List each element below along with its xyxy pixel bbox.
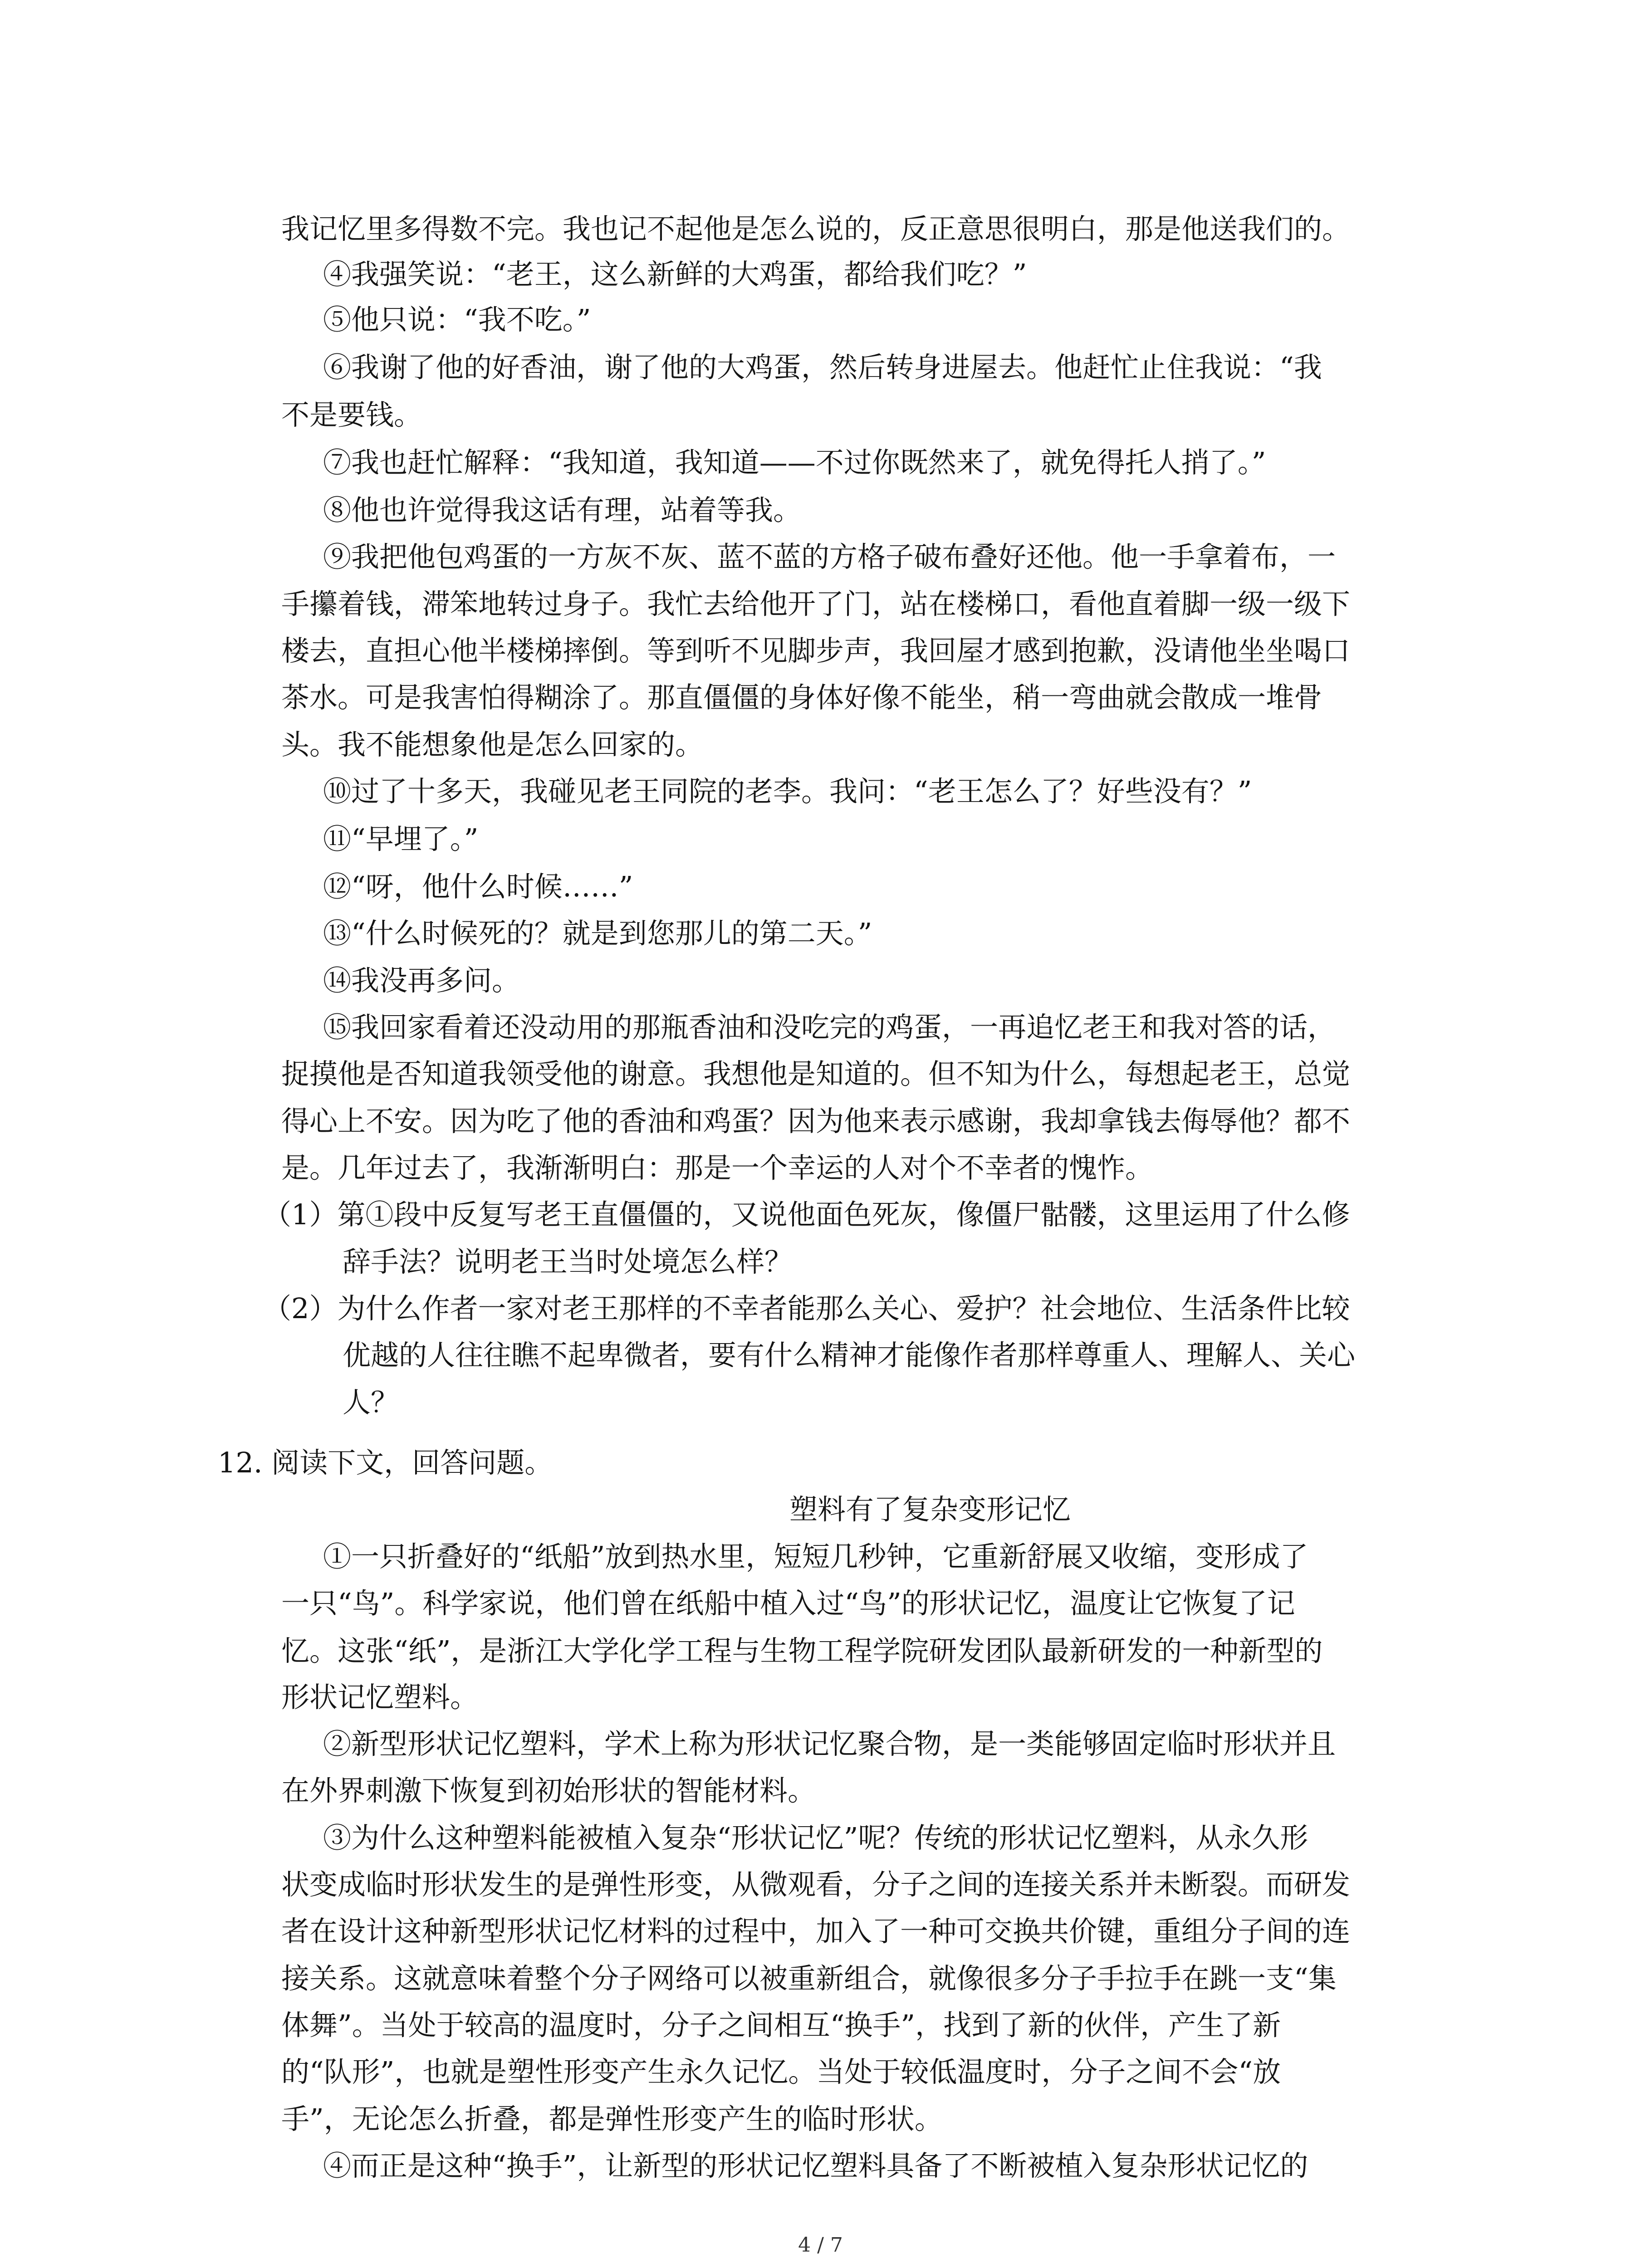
text-line: ⑨我把他包鸡蛋的一方灰不灰、蓝不蓝的方格子破布叠好还他。他一手拿着布，一 (323, 540, 1336, 573)
text-line: ⑭我没再多问。 (323, 964, 520, 997)
text-line: 得心上不安。因为吃了他的香油和鸡蛋？因为他来表示感谢，我却拿钱去侮辱他？都不 (281, 1105, 1351, 1138)
text-line: ④而正是这种“换手”，让新型的形状记忆塑料具备了不断被植入复杂形状记忆的 (323, 2149, 1308, 2182)
text-line: 手”，无论怎么折叠，都是弹性形变产生的临时形状。 (281, 2102, 943, 2136)
text-line: ③为什么这种塑料能被植入复杂“形状记忆”呢？传统的形状记忆塑料，从永久形 (323, 1821, 1308, 1854)
text-line: 一只“鸟”。科学家说，他们曾在纸船中植入过“鸟”的形状记忆，温度让它恢复了记 (281, 1587, 1295, 1620)
text-line: 状变成临时形状发生的是弹性形变，从微观看，分子之间的连接关系并未断裂。而研发 (281, 1868, 1351, 1901)
text-line: ④我强笑说：“老王，这么新鲜的大鸡蛋，都给我们吃？” (323, 258, 1027, 291)
question-heading: 12. 阅读下文，回答问题。 (218, 1446, 553, 1479)
text-line: 是。几年过去了，我渐渐明白：那是一个幸运的人对个不幸者的愧怍。 (281, 1151, 1154, 1184)
text-line: 茶水。可是我害怕得糊涂了。那直僵僵的身体好像不能坐，稍一弯曲就会散成一堆骨 (281, 681, 1323, 714)
text-line: 的“队形”，也就是塑性形变产生永久记忆。当处于较低温度时，分子之间不会“放 (281, 2055, 1281, 2088)
text-line: ①一只折叠好的“纸船”放到热水里，短短几秒钟，它重新舒展又收缩，变形成了 (323, 1540, 1308, 1573)
text-line: 接关系。这就意味着整个分子网络可以被重新组合，就像很多分子手拉手在跳一支“集 (281, 1962, 1337, 1995)
text-line: 忆。这张“纸”，是浙江大学化学工程与生物工程学院研发团队最新研发的一种新型的 (281, 1634, 1323, 1667)
page-number: 4 / 7 (798, 2234, 843, 2257)
text-line: 形状记忆塑料。 (281, 1681, 479, 1714)
text-line: ⑥我谢了他的好香油，谢了他的大鸡蛋，然后转身进屋去。他赶忙止住我说：“我 (323, 351, 1322, 384)
text-line: 我记忆里多得数不完。我也记不起他是怎么说的，反正意思很明白，那是他送我们的。 (281, 212, 1351, 245)
question-line: （1）第①段中反复写老王直僵僵的，又说他面色死灰，像僵尸骷髅，这里运用了什么修 (263, 1198, 1350, 1231)
question-line: （2）为什么作者一家对老王那样的不幸者能那么关心、爱护？社会地位、生活条件比较 (263, 1292, 1350, 1325)
text-line: ⑦我也赶忙解释：“我知道，我知道——不过你既然来了，就免得托人捎了。” (323, 446, 1266, 479)
text-line: 不是要钱。 (281, 398, 422, 431)
text-line: ⑤他只说：“我不吃。” (323, 303, 591, 336)
text-line: ⑪“早埋了。” (323, 822, 479, 855)
question-line: 人？ (343, 1386, 399, 1419)
question-line: 优越的人往往瞧不起卑微者，要有什么精神才能像作者那样尊重人、理解人、关心 (343, 1339, 1356, 1372)
question-line: 辞手法？说明老王当时处境怎么样？ (343, 1245, 793, 1278)
text-line: 者在设计这种新型形状记忆材料的过程中，加入了一种可交换共价键，重组分子间的连 (281, 1915, 1351, 1948)
text-line: ⑬“什么时候死的？就是到您那儿的第二天。” (323, 917, 872, 950)
text-line: ⑮我回家看着还没动用的那瓶香油和没吃完的鸡蛋，一再追忆老王和我对答的话， (323, 1011, 1336, 1044)
text-line: ⑧他也许觉得我这话有理，站着等我。 (323, 494, 802, 527)
text-line: 头。我不能想象他是怎么回家的。 (281, 728, 704, 761)
text-line: ②新型形状记忆塑料，学术上称为形状记忆聚合物，是一类能够固定临时形状并且 (323, 1727, 1336, 1760)
article-title: 塑料有了复杂变形记忆 (789, 1493, 1071, 1526)
text-line: 捉摸他是否知道我领受他的谢意。我想他是知道的。但不知为什么，每想起老王，总觉 (281, 1057, 1351, 1090)
text-line: 楼去，直担心他半楼梯摔倒。等到听不见脚步声，我回屋才感到抱歉，没请他坐坐喝口 (281, 634, 1351, 667)
text-line: 手攥着钱，滞笨地转过身子。我忙去给他开了门，站在楼梯口，看他直着脚一级一级下 (281, 587, 1351, 621)
text-line: ⑫“呀，他什么时候……” (323, 870, 633, 903)
text-line: 在外界刺激下恢复到初始形状的智能材料。 (281, 1774, 816, 1807)
text-line: ⑩过了十多天，我碰见老王同院的老李。我问：“老王怎么了？好些没有？” (323, 775, 1252, 808)
text-line: 体舞”。当处于较高的温度时，分子之间相互“换手”，找到了新的伙伴，产生了新 (281, 2009, 1281, 2042)
